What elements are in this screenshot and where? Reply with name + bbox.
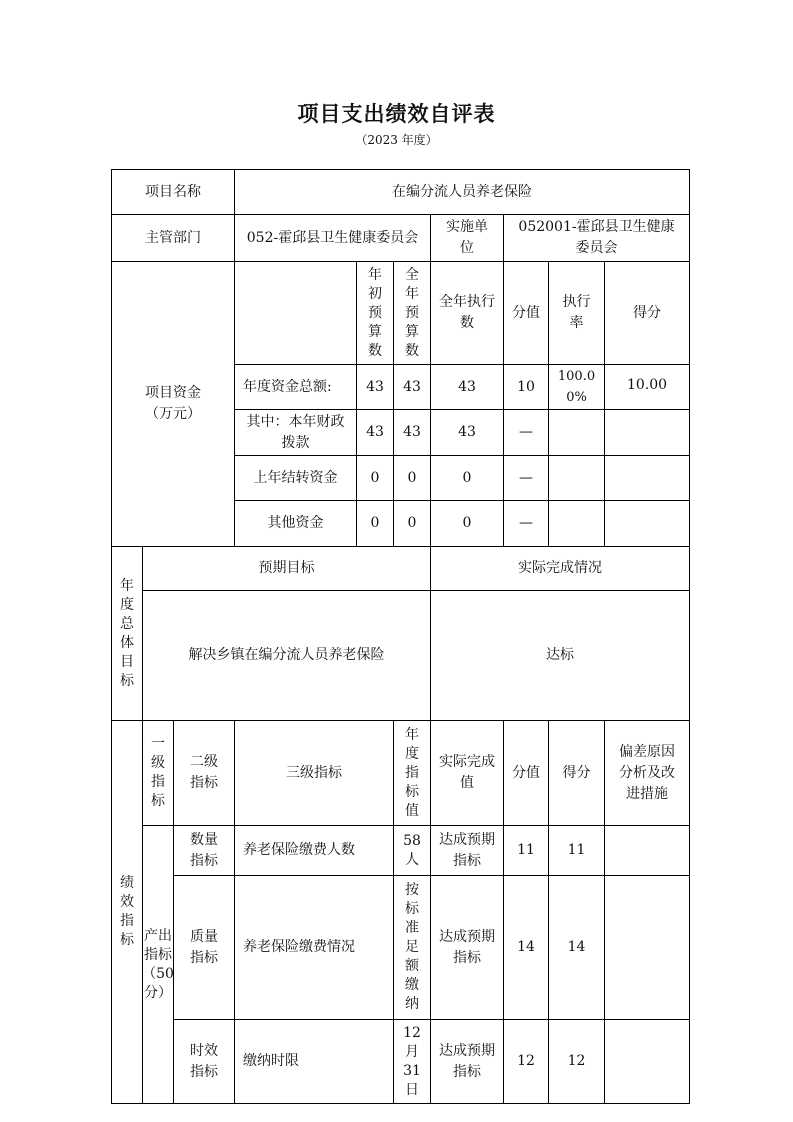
fund-row-score-value: — [519, 424, 533, 440]
header-perf-score: 得分 [562, 764, 591, 781]
header-annual-budget: 全年预算数 [405, 266, 419, 359]
fund-row-name: 其他资金 [267, 515, 324, 531]
perf-row-actual: 达成预期指标 [439, 928, 495, 966]
header-level1: 一级指标 [151, 736, 165, 809]
header-actual-value: 实际完成值 [439, 754, 495, 791]
header-perf-score-value: 分值 [512, 764, 540, 781]
fund-row-exec: 43 [458, 378, 476, 395]
perf-row-level2: 数量指标 [190, 831, 218, 869]
fund-row-score-value: — [519, 515, 533, 531]
perf-row-reason [605, 826, 689, 875]
perf-row-actual: 达成预期指标 [439, 1042, 495, 1080]
header-score: 得分 [633, 304, 661, 321]
page-title: 项目支出绩效自评表 [297, 101, 496, 126]
output-indicator-label: 产出指标（50分） [142, 927, 174, 1001]
perf-row-reason [605, 876, 689, 1019]
perf-row-level3: 缴纳时限 [243, 1053, 299, 1069]
perf-indicator-label: 绩效指标 [120, 875, 134, 948]
perf-row-target: 58人 [403, 832, 421, 868]
header-target-value: 年度指标值 [405, 726, 419, 819]
perf-row-target: 按标准足额缴纳 [405, 882, 419, 1012]
header-exec-rate: 执行率 [562, 294, 591, 331]
fund-row-exec: 0 [462, 515, 472, 531]
perf-row-level2: 时效指标 [190, 1042, 218, 1080]
dept-value: 052-霍邱县卫生健康委员会 [246, 229, 419, 246]
perf-row-score: 11 [567, 842, 586, 858]
perf-row-score-value: 14 [517, 939, 535, 955]
perf-row-target: 12月31日 [403, 1024, 421, 1098]
fund-row-rate [549, 456, 604, 500]
fund-row-exec: 43 [458, 424, 476, 440]
fund-row-name: 上年结转资金 [253, 469, 338, 486]
actual-result-header: 实际完成情况 [518, 560, 602, 576]
dept-label: 主管部门 [145, 229, 201, 246]
fund-row-initial: 0 [370, 469, 380, 486]
perf-row-reason [605, 1020, 689, 1103]
fund-row-initial: 0 [370, 515, 380, 531]
fund-row-initial: 43 [366, 378, 384, 395]
fund-row-score: 10.00 [626, 377, 668, 393]
fund-row-score [605, 456, 689, 500]
fund-row-annual: 0 [407, 515, 417, 531]
fund-row-annual: 0 [407, 469, 417, 486]
perf-row-actual: 达成预期指标 [439, 831, 495, 869]
perf-row-score: 14 [567, 939, 586, 955]
impl-unit-value: 052001-霍邱县卫生健康委员会 [518, 219, 675, 256]
fund-row-name: 其中：本年财政拨款 [246, 413, 345, 451]
header-level3: 三级指标 [286, 764, 342, 781]
fund-row-rate [549, 501, 604, 546]
header-score-value: 分值 [512, 304, 540, 321]
expected-goal-value: 解决乡镇在编分流人员养老保险 [188, 647, 385, 663]
fund-row-score [605, 410, 689, 455]
header-level2: 二级指标 [190, 754, 218, 791]
header-annual-exec: 全年执行数 [439, 294, 495, 331]
page-subtitle: （2023 年度） [355, 133, 438, 147]
perf-row-level2: 质量指标 [190, 928, 218, 966]
funds-label: 项目资金（万元） [145, 385, 201, 422]
perf-row-score: 12 [567, 1053, 586, 1069]
perf-row-score-value: 11 [517, 842, 535, 858]
perf-row-level3: 养老保险缴费人数 [243, 842, 355, 858]
fund-row-name: 年度资金总额: [243, 378, 332, 395]
fund-row-score-value: — [519, 469, 533, 486]
perf-row-score-value: 12 [517, 1053, 535, 1069]
fund-row-rate [549, 410, 604, 455]
actual-result-value: 达标 [546, 647, 574, 663]
project-name-value: 在编分流人员养老保险 [392, 183, 532, 200]
fund-row-score-value: 10 [517, 378, 535, 395]
impl-unit-label: 实施单位 [446, 219, 488, 256]
fund-row-initial: 43 [366, 424, 384, 440]
expected-goal-header: 预期目标 [258, 560, 315, 576]
fund-row-rate: 100.00% [557, 369, 596, 405]
perf-row-level3: 养老保险缴费情况 [243, 939, 355, 955]
annual-goal-label: 年度总体目标 [120, 577, 134, 689]
fund-row-annual: 43 [403, 378, 421, 395]
fund-row-exec: 0 [462, 469, 472, 486]
project-name-label: 项目名称 [145, 183, 201, 200]
fund-row-annual: 43 [403, 424, 421, 440]
fund-row-score [605, 501, 689, 546]
header-initial-budget: 年初预算数 [368, 266, 382, 359]
header-deviation-reason: 偏差原因分析及改进措施 [619, 743, 675, 802]
